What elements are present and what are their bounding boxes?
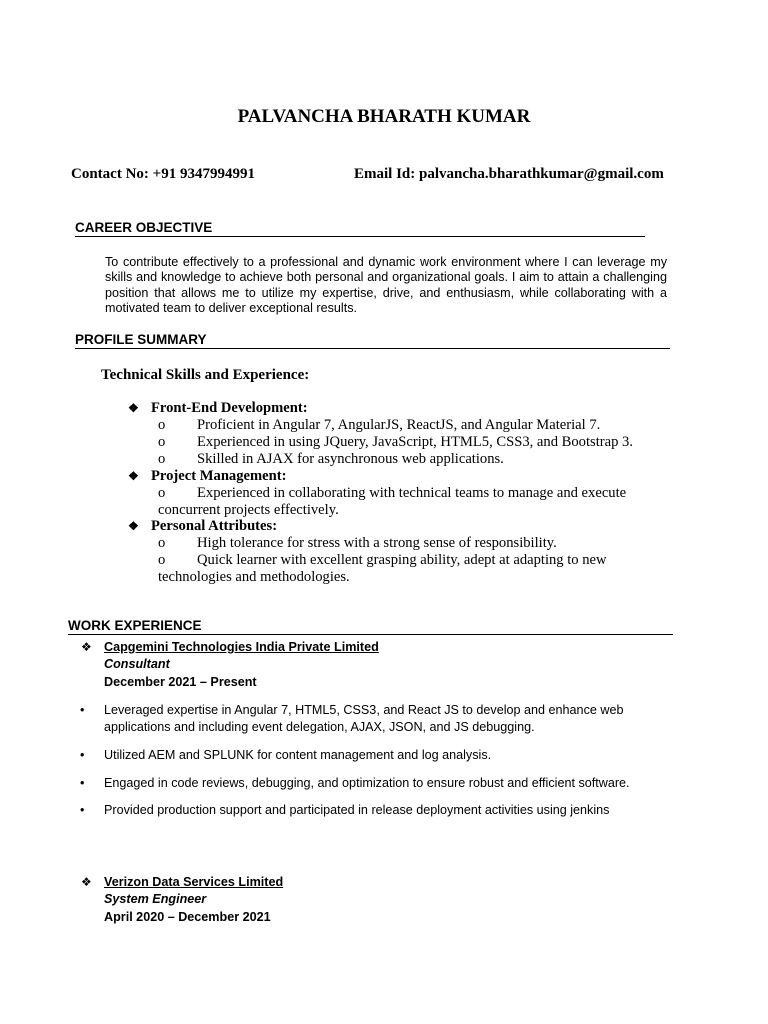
skill-group-label: Project Management: [151, 468, 287, 484]
company-name: Capgemini Technologies India Private Limited [104, 640, 379, 654]
duty-text: Leveraged expertise in Angular 7, HTML5, CSS3, and React JS to develop and enhance web applications and including event delegation, AJAX, JSON, and JS debugging. [104, 703, 624, 734]
circle-bullet-icon: o [158, 552, 166, 568]
diamond-bullet-icon: ❖ [81, 875, 92, 889]
skill-item [158, 417, 678, 434]
section-work-experience [68, 618, 673, 635]
job-company [81, 875, 283, 889]
email-address: Email Id: palvancha.bharathkumar@gmail.com [354, 166, 664, 182]
skill-item-text: Experienced in using JQuery, JavaScript, HTML5, CSS3, and Bootstrap 3. [197, 434, 633, 450]
section-career-objective [75, 220, 645, 237]
skill-item-text: High tolerance for stress with a strong sense of responsibility. [197, 535, 557, 551]
skill-item [158, 552, 638, 586]
job-dates: April 2020 – December 2021 [104, 910, 271, 924]
job-role: System Engineer [104, 892, 207, 906]
career-objective-text: To contribute effectively to a professional and dynamic work environment where I can leverage my skills and knowledge to achieve both personal and organizational goals. I aim to attain a challenging position that allows me to utilize my expertise, drive, and enthusiasm, while collaborating with a motivated team to deliver exceptional results. [105, 255, 667, 315]
bullet-icon: • [80, 748, 85, 762]
skill-group-label: Personal Attributes: [151, 518, 278, 534]
job-duty [80, 702, 660, 735]
skill-item-text: Skilled in AJAX for asynchronous web applications. [197, 451, 504, 467]
duty-text: Utilized AEM and SPLUNK for content management and log analysis. [104, 748, 492, 762]
contact-number: Contact No: +91 9347994991 [71, 166, 255, 182]
bullet-icon: • [80, 776, 85, 790]
job-company [81, 640, 379, 654]
skill-item [158, 434, 678, 451]
diamond-bullet-icon: ❖ [81, 640, 92, 654]
section-title: CAREER OBJECTIVE [75, 220, 213, 235]
skill-item [158, 451, 678, 468]
skill-item-text: Experienced in collaborating with technical teams to manage and execute concurrent projects effectively. [158, 485, 627, 518]
circle-bullet-icon: o [158, 417, 166, 433]
skill-item-text: Proficient in Angular 7, AngularJS, ReactJS, and Angular Material 7. [197, 417, 601, 433]
skill-group-heading [128, 400, 308, 417]
circle-bullet-icon: o [158, 535, 166, 551]
section-title: WORK EXPERIENCE [68, 618, 202, 633]
skill-item [158, 485, 678, 519]
job-duty [80, 775, 660, 792]
circle-bullet-icon: o [158, 485, 166, 501]
job-dates: December 2021 – Present [104, 675, 257, 689]
skill-item-text: Quick learner with excellent grasping ability, adept at adapting to new technologies and methodologies. [158, 552, 607, 585]
duty-text: Engaged in code reviews, debugging, and optimization to ensure robust and efficient software. [104, 776, 630, 790]
skill-group-heading [128, 468, 286, 485]
candidate-name: PALVANCHA BHARATH KUMAR [237, 106, 531, 127]
skill-item [158, 535, 678, 552]
job-duty [80, 747, 660, 764]
diamond-bullet-icon: ❖ [128, 519, 139, 533]
skill-group-heading [128, 518, 277, 535]
circle-bullet-icon: o [158, 434, 166, 450]
diamond-bullet-icon: ❖ [128, 469, 139, 483]
diamond-bullet-icon: ❖ [128, 401, 139, 415]
technical-skills-heading: Technical Skills and Experience: [101, 367, 310, 383]
bullet-icon: • [80, 703, 85, 717]
company-name: Verizon Data Services Limited [104, 875, 284, 889]
duty-text: Provided production support and participated in release deployment activities using jenkins [104, 803, 610, 817]
section-title: PROFILE SUMMARY [75, 332, 207, 347]
skill-group-label: Front-End Development: [151, 400, 308, 416]
bullet-icon: • [80, 803, 85, 817]
section-profile-summary [75, 332, 670, 349]
circle-bullet-icon: o [158, 451, 166, 467]
job-role: Consultant [104, 657, 170, 671]
job-duty [80, 802, 660, 819]
